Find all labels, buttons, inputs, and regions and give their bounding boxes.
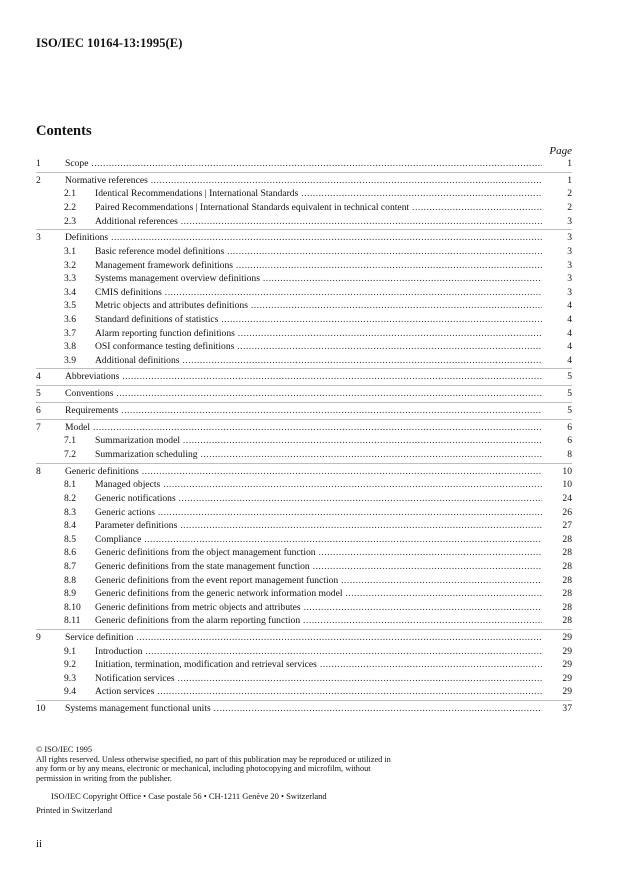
toc-page-number: 5 <box>567 371 572 383</box>
toc-page-number: 24 <box>562 492 572 504</box>
toc-section-row <box>36 465 572 479</box>
toc-title: Generic definitions from the alarm reporting function ..... <box>95 614 542 628</box>
toc-section-row <box>36 231 572 245</box>
toc-number: 9.3 <box>64 672 76 684</box>
toc-subsection-row <box>36 187 572 201</box>
copyright-block <box>36 745 396 783</box>
toc-page-number: 4 <box>567 341 572 353</box>
toc-title: Generic notifications ..... <box>95 492 542 506</box>
toc-subsection-row <box>36 574 572 588</box>
toc-page-number: 28 <box>562 574 572 586</box>
toc-title: Requirements ..... <box>65 404 542 418</box>
section-divider <box>36 172 572 173</box>
toc-page-number: 6 <box>567 421 572 433</box>
toc-title: Initiation, termination, modification and retrieval services ..... <box>95 658 542 672</box>
toc-title: Generic definitions from the object management function ..... <box>95 546 542 560</box>
toc-page-number: 3 <box>567 215 572 227</box>
toc-page-number: 5 <box>567 405 572 417</box>
toc-number: 2.3 <box>64 215 76 227</box>
toc-subsection-row <box>36 506 572 520</box>
toc-subsection-row <box>36 259 572 273</box>
toc-title: Abbreviations ..... <box>65 370 542 384</box>
toc-number: 3 <box>36 232 41 244</box>
toc-page-number: 1 <box>567 174 572 186</box>
copyright-line: © ISO/IEC 1995 <box>36 745 93 754</box>
toc-number: 8.1 <box>64 479 76 491</box>
toc-number: 8.4 <box>64 520 76 532</box>
toc-number: 2 <box>36 174 41 186</box>
toc-number: 8.7 <box>64 560 76 572</box>
copyright-notice: All rights reserved. Unless otherwise specified, no part of this publication may be reproduced or utilized in any form or by any means, electronic or mechanical, including photocopying and microfilm, without permission in writing from the publisher. <box>36 754 391 783</box>
section-divider <box>36 419 572 420</box>
toc-title: Service definition ..... <box>65 631 542 645</box>
toc-number: 2.1 <box>64 188 76 200</box>
toc-number: 3.8 <box>64 341 76 353</box>
toc-page-number: 1 <box>567 158 572 169</box>
toc-subsection-row <box>36 448 572 462</box>
toc-page-number: 3 <box>567 245 572 257</box>
toc-number: 8.2 <box>64 492 76 504</box>
toc-title: CMIS definitions ..... <box>95 286 542 300</box>
toc-title: Generic definitions from the generic network information model ..... <box>95 587 542 601</box>
toc-section-row <box>36 157 572 171</box>
toc-page-number: 28 <box>562 560 572 572</box>
toc-number: 7.2 <box>64 449 76 460</box>
section-divider <box>36 629 572 630</box>
toc-page-number: 29 <box>562 632 572 644</box>
toc-number: 8 <box>36 465 41 477</box>
toc-page-number: 28 <box>562 601 572 613</box>
toc-page-number: 10 <box>562 479 572 491</box>
section-divider <box>36 700 572 701</box>
toc-title: Generic definitions from the event report management function ..... <box>95 574 542 588</box>
toc-page-number: 8 <box>567 449 572 460</box>
toc-title: Action services ..... <box>95 685 542 699</box>
toc-title: Paired Recommendations | International Standards equivalent in technical content ..... <box>95 201 542 215</box>
toc-page-number: 29 <box>562 645 572 657</box>
toc-title: Identical Recommendations | International Standards ..... <box>95 187 542 201</box>
toc-page-number: 29 <box>562 686 572 698</box>
toc-number: 9.1 <box>64 645 76 657</box>
toc-page-number: 28 <box>562 533 572 545</box>
toc-title: Metric objects and attributes definitions ..... <box>95 299 542 313</box>
toc-page-number: 10 <box>562 465 572 477</box>
toc-number: 3.2 <box>64 259 76 271</box>
toc-subsection-row <box>36 658 572 672</box>
toc-subsection-row <box>36 313 572 327</box>
toc-page-number: 28 <box>562 615 572 627</box>
page-title: Contents <box>36 123 92 139</box>
toc-number: 10 <box>36 703 46 715</box>
toc-page-number: 6 <box>567 435 572 447</box>
toc-number: 9.2 <box>64 659 76 671</box>
toc-section-row <box>36 421 572 435</box>
toc-number: 8.3 <box>64 506 76 518</box>
toc-title: Parameter definitions ..... <box>95 519 542 533</box>
copyright-office: ISO/IEC Copyright Office • Case postale 56 • CH-1211 Genève 20 • Switzerland <box>51 791 327 801</box>
toc-title: Managed objects ..... <box>95 478 542 492</box>
toc-title: Scope ..... <box>65 157 542 171</box>
toc-number: 3.7 <box>64 327 76 339</box>
toc-page-number: 28 <box>562 547 572 559</box>
toc-subsection-row <box>36 519 572 533</box>
toc-subsection-row <box>36 645 572 659</box>
toc-subsection-row <box>36 354 572 368</box>
toc-page-number: 5 <box>567 388 572 400</box>
toc-number: 5 <box>36 388 41 400</box>
toc-subsection-row <box>36 245 572 259</box>
toc-subsection-row <box>36 434 572 448</box>
toc-page-number: 4 <box>567 313 572 325</box>
toc-number: 3.4 <box>64 286 76 298</box>
toc-title: Alarm reporting function definitions ..... <box>95 327 542 341</box>
toc-number: 4 <box>36 371 41 383</box>
toc-page-number: 29 <box>562 659 572 671</box>
toc-page-number: 37 <box>562 703 572 715</box>
toc-subsection-row <box>36 614 572 628</box>
toc-title: Conventions ..... <box>65 387 542 401</box>
toc-subsection-row <box>36 272 572 286</box>
toc-title: Definitions ..... <box>65 231 542 245</box>
toc-subsection-row <box>36 299 572 313</box>
toc-title: Generic definitions from metric objects and attributes ..... <box>95 601 542 615</box>
toc-page-number: 3 <box>567 232 572 244</box>
toc-title: Generic actions ..... <box>95 506 542 520</box>
toc-number: 1 <box>36 158 41 169</box>
toc-number: 3.9 <box>64 354 76 366</box>
toc-page-number: 29 <box>562 672 572 684</box>
toc-title: Systems management functional units ..... <box>65 702 542 716</box>
toc-title: Standard definitions of statistics ..... <box>95 313 542 327</box>
toc-subsection-row <box>36 546 572 560</box>
toc-number: 8.11 <box>64 615 81 627</box>
section-divider <box>36 402 572 403</box>
toc-subsection-row <box>36 560 572 574</box>
toc-title: Compliance ..... <box>95 533 542 547</box>
toc-subsection-row <box>36 492 572 506</box>
toc-page-number: 3 <box>567 273 572 285</box>
toc-page-number: 4 <box>567 327 572 339</box>
toc-subsection-row <box>36 327 572 341</box>
toc-page-number: 2 <box>567 188 572 200</box>
section-divider <box>36 229 572 230</box>
toc-number: 3.1 <box>64 245 76 257</box>
printed-in: Printed in Switzerland <box>36 805 113 815</box>
toc-section-row <box>36 370 572 384</box>
toc-subsection-row <box>36 601 572 615</box>
toc-subsection-row <box>36 672 572 686</box>
toc-page-number: 27 <box>562 520 572 532</box>
toc-number: 9 <box>36 632 41 644</box>
toc-title: Additional definitions ..... <box>95 354 542 368</box>
toc-number: 9.4 <box>64 686 76 698</box>
toc-number: 8.5 <box>64 533 76 545</box>
toc-subsection-row <box>36 478 572 492</box>
table-of-contents <box>36 157 572 716</box>
toc-title: Generic definitions from the state management function ..... <box>95 560 542 574</box>
toc-section-row <box>36 387 572 401</box>
toc-title: OSI conformance testing definitions ..... <box>95 340 542 354</box>
toc-number: 2.2 <box>64 201 76 213</box>
toc-page-number: 4 <box>567 354 572 366</box>
footer-page-number: ii <box>36 838 43 850</box>
toc-number: 6 <box>36 405 41 417</box>
toc-page-number: 2 <box>567 201 572 213</box>
toc-subsection-row <box>36 215 572 229</box>
toc-number: 8.8 <box>64 574 76 586</box>
toc-title: Normative references ..... <box>65 174 542 188</box>
section-divider <box>36 368 572 369</box>
toc-page-number: 26 <box>562 506 572 518</box>
toc-page-number: 3 <box>567 259 572 271</box>
toc-title: Management framework definitions ..... <box>95 259 542 273</box>
toc-title: Basic reference model definitions ..... <box>95 245 542 259</box>
page-column-label: Page <box>549 145 572 157</box>
toc-subsection-row <box>36 533 572 547</box>
toc-subsection-row <box>36 340 572 354</box>
toc-number: 7.1 <box>64 435 76 447</box>
toc-number: 8.9 <box>64 588 76 600</box>
toc-subsection-row <box>36 587 572 601</box>
toc-page-number: 28 <box>562 588 572 600</box>
toc-page-number: 4 <box>567 300 572 312</box>
toc-section-row <box>36 702 572 716</box>
section-divider <box>36 385 572 386</box>
toc-title: Summarization scheduling ..... <box>95 448 542 462</box>
toc-page-number: 3 <box>567 286 572 298</box>
document-header: ISO/IEC 10164-13:1995(E) <box>36 36 183 50</box>
toc-number: 8.6 <box>64 547 76 559</box>
toc-subsection-row <box>36 286 572 300</box>
toc-number: 7 <box>36 421 41 433</box>
toc-subsection-row <box>36 201 572 215</box>
toc-section-row <box>36 404 572 418</box>
toc-title: Model ..... <box>65 421 542 435</box>
toc-title: Introduction ..... <box>95 645 542 659</box>
toc-title: Additional references ..... <box>95 215 542 229</box>
section-divider <box>36 463 572 464</box>
toc-section-row <box>36 174 572 188</box>
toc-title: Generic definitions ..... <box>65 465 542 479</box>
toc-section-row <box>36 631 572 645</box>
toc-number: 3.3 <box>64 273 76 285</box>
toc-title: Summarization model ..... <box>95 434 542 448</box>
toc-title: Notification services ..... <box>95 672 542 686</box>
toc-number: 3.6 <box>64 313 76 325</box>
toc-subsection-row <box>36 685 572 699</box>
toc-number: 8.10 <box>64 601 81 613</box>
toc-title: Systems management overview definitions ..... <box>95 272 542 286</box>
toc-number: 3.5 <box>64 300 76 312</box>
